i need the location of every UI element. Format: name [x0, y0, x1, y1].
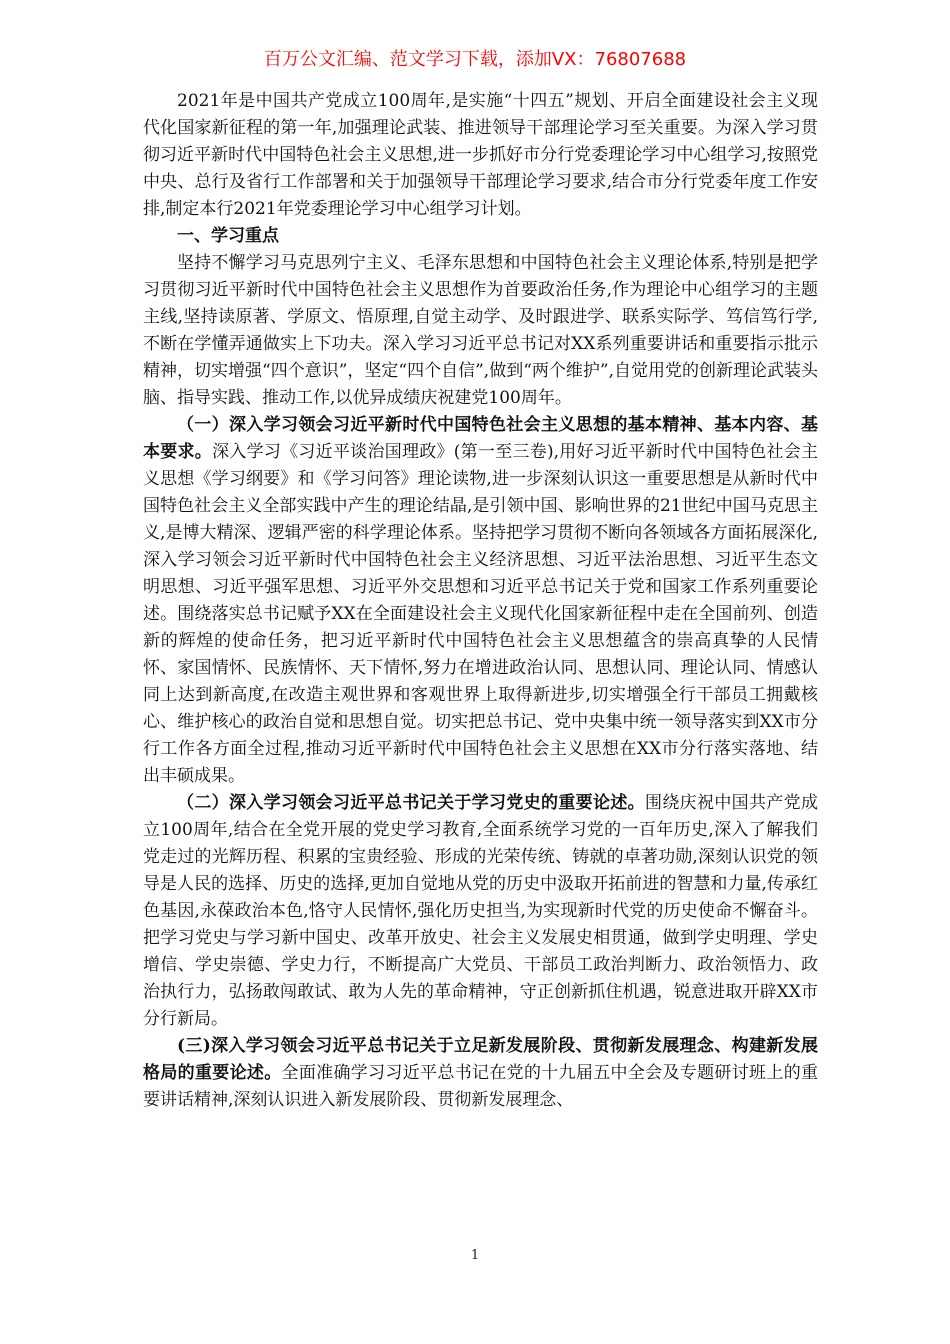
item-title-1: （一）深入学习领会习近平新时代中国特色社会主义思想的基本精神、基本内容、基本要求。 — [143, 415, 818, 462]
item-paragraph-1 — [143, 412, 818, 790]
item-title-2: （二）深入学习领会习近平总书记关于学习党史的重要论述。 — [177, 793, 645, 813]
page-number: 1 — [470, 1248, 480, 1263]
item-title-3: (三)深入学习领会习近平总书记关于立足新发展阶段、贯彻新发展理念、构建新发展格局的重要论述。 — [143, 1036, 818, 1083]
intro-paragraph: 2021年是中国共产党成立100周年,是实施“十四五”规划、开启全面建设社会主义现代化国家新征程的第一年,加强理论武装、推进领导干部理论学习至关重要。为深入学习贯彻习近平新时代中国特色社会主义思想,进一步抓好市分行党委理论学习中心组学习,按照党中央、总行及省行工作部署和关于加强领导干部理论学习要求,结合市分行党委年度工作安排,制定本行2021年党委理论学习中心组学习计划。 — [143, 91, 818, 219]
watermark-banner: 百万公文汇编、范文学习下载，添加VX：76807688 — [263, 49, 687, 70]
document-body — [143, 88, 818, 1114]
item-text-3: 全面准确学习习近平总书记在党的十九届五中全会及专题研讨班上的重要讲话精神,深刻认识进入新发展阶段、贯彻新发展理念、 — [143, 1063, 819, 1110]
section-paragraph: 坚持不懈学习马克思列宁主义、毛泽东思想和中国特色社会主义理论体系,特别是把学习贯彻习近平新时代中国特色社会主义思想作为首要政治任务,作为理论中心组学习的主题主线,坚持读原著、学原文、悟原理,自觉主动学、及时跟进学、联系实际学、笃信笃行学,不断在学懂弄通做实上下功夫。深入学习习近平总书记对XX系列重要讲话和重要指示批示精神，切实增强“四个意识”，坚定“四个自信”,做到“两个维护”,自觉用党的创新理论武装头脑、指导实践、推动工作,以优异成绩庆祝建党100周年。 — [143, 253, 818, 408]
item-text-2: 围绕庆祝中国共产党成立100周年,结合在全党开展的党史学习教育,全面系统学习党的一百年历史,深入了解我们党走过的光辉历程、积累的宝贵经验、形成的光荣传统、铸就的卓著功勋,深刻认识党的领导是人民的选择、历史的选择,更加自觉地从党的历史中汲取开拓前进的智慧和力量,传承红色基因,永葆政治本色,恪守人民情怀,强化历史担当,为实现新时代党的历史使命不懈奋斗。把学习党史与学习新中国史、改革开放史、社会主义发展史相贯通，做到学史明理、学史增信、学史崇德、学史力行，不断提高广大党员、干部员工政治判断力、政治领悟力、政治执行力，弘扬敢闯敢试、敢为人先的革命精神，守正创新抓住机遇，锐意进取开辟XX市分行新局。 — [143, 793, 818, 1029]
item-paragraph-2 — [143, 790, 818, 1033]
item-text-1: 深入学习《习近平谈治国理政》(第一至三卷),用好习近平新时代中国特色社会主义思想《学习纲要》和《学习问答》理论读物,进一步深刻认识这一重要思想是从新时代中国特色社会主义全部实践中产生的理论结晶,是引领中国、影响世界的21世纪中国马克思主义,是博大精深、逻辑严密的科学理论体系。坚持把学习贯彻不断向各领域各方面拓展深化,深入学习领会习近平新时代中国特色社会主义经济思想、习近平法治思想、习近平生态文明思想、习近平强军思想、习近平外交思想和习近平总书记关于党和国家工作系列重要论述。围绕落实总书记赋予XX在全面建设社会主义现代化国家新征程中走在全国前列、创造新的辉煌的使命任务，把习近平新时代中国特色社会主义思想蕴含的崇高真挚的人民情怀、家国情怀、民族情怀、天下情怀,努力在增进政治认同、思想认同、理论认同、情感认同上达到新高度,在改造主观世界和客观世界上取得新进步,切实增强全行干部员工拥戴核心、维护核心的政治自觉和思想自觉。切实把总书记、党中央集中统一领导落实到XX市分行工作各方面全过程,推动习近平新时代中国特色社会主义思想在XX市分行落实落地、结出丰硕成果。 — [143, 442, 818, 786]
section-heading: 一、学习重点 — [177, 226, 279, 246]
item-paragraph-3 — [143, 1033, 818, 1114]
